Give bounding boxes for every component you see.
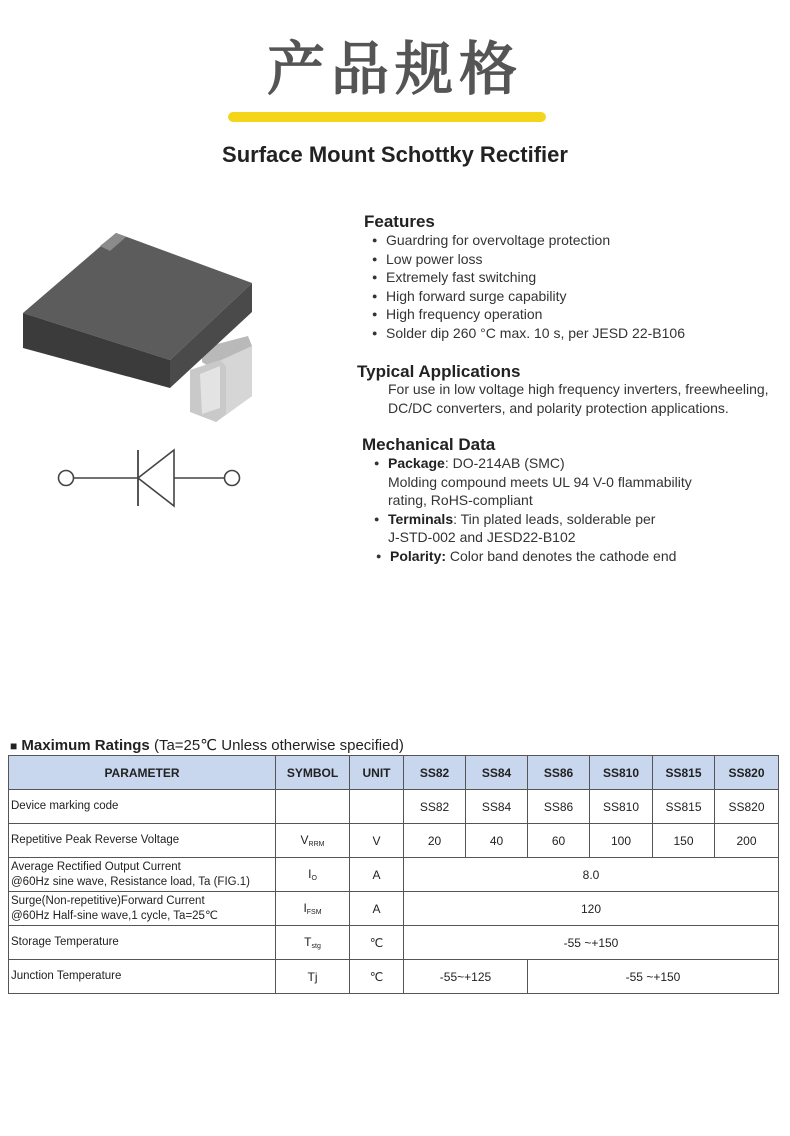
symbol-cell: Tj — [276, 960, 350, 994]
table-row — [9, 824, 779, 858]
terminals-value: : Tin plated leads, solderable per — [453, 510, 656, 527]
mechanical-polarity-item — [376, 547, 694, 566]
value-cell: SS820 — [715, 790, 779, 824]
unit-cell: A — [350, 892, 404, 926]
applications-line: DC/DC converters, and polarity protection applications. — [388, 399, 729, 416]
square-bullet-icon: ■ — [10, 739, 18, 753]
param-cell: Device marking code — [9, 790, 276, 824]
param-line: @60Hz sine wave, Resistance load, Ta (FIG.1) — [11, 875, 251, 888]
features-list — [372, 231, 685, 342]
table-row — [9, 926, 779, 960]
symbol-cell — [276, 892, 350, 926]
value-cell: 200 — [715, 824, 779, 858]
value-cell: -55 ~+150 — [528, 960, 779, 994]
mechanical-list — [374, 454, 692, 565]
symbol-cell — [276, 926, 350, 960]
maximum-ratings-table — [8, 755, 779, 994]
table-row — [9, 892, 779, 926]
package-label: Package — [388, 455, 445, 471]
symbol-subscript: RRM — [308, 841, 325, 848]
unit-cell: A — [350, 858, 404, 892]
param-cell: Repetitive Peak Reverse Voltage — [9, 824, 276, 858]
param-cell — [9, 892, 276, 926]
symbol-cell — [276, 858, 350, 892]
polarity-value: Color band denotes the cathode end — [446, 547, 677, 564]
feature-item: ● Extremely fast switching — [372, 268, 685, 287]
symbol-main: T — [304, 935, 312, 949]
value-cell: -55 ~+150 — [404, 926, 779, 960]
column-header: SS86 — [528, 756, 590, 790]
value-cell: 20 — [404, 824, 466, 858]
unit-cell: ℃ — [350, 926, 404, 960]
table-row — [9, 790, 779, 824]
package-line3: rating, RoHS-compliant — [388, 492, 533, 508]
feature-item: ● High forward surge capability — [372, 287, 685, 306]
polarity-label: Polarity: — [390, 547, 447, 564]
value-cell: SS815 — [653, 790, 715, 824]
param-line: Average Rectified Output Current — [11, 860, 181, 873]
column-header: PARAMETER — [9, 756, 276, 790]
mechanical-package-item — [374, 454, 692, 510]
package-line2: Molding compound meets UL 94 V-0 flammability — [388, 473, 692, 490]
column-header: SYMBOL — [276, 756, 350, 790]
value-cell: -55~+125 — [404, 960, 528, 994]
value-cell: 60 — [528, 824, 590, 858]
column-header: SS815 — [653, 756, 715, 790]
param-cell: Storage Temperature — [9, 926, 276, 960]
ratings-heading-conditions: (Ta=25℃ Unless otherwise specified) — [149, 737, 404, 754]
symbol-subscript: stg — [311, 943, 321, 950]
features-heading: Features — [364, 212, 435, 231]
column-header: SS84 — [466, 756, 528, 790]
page-title: 产品规格 — [266, 35, 523, 103]
symbol-main: I — [308, 867, 312, 881]
title-underline-bar — [228, 112, 546, 122]
column-header: SS810 — [590, 756, 653, 790]
symbol-main: V — [300, 833, 309, 847]
unit-cell: V — [350, 824, 404, 858]
symbol-cell — [276, 790, 350, 824]
table-header-row — [9, 756, 779, 790]
param-line: Surge(Non-repetitive)Forward Current — [11, 894, 205, 907]
feature-item: ● Low power loss — [372, 250, 685, 269]
symbol-main: I — [303, 901, 307, 915]
unit-cell — [350, 790, 404, 824]
symbol-subscript: FSM — [306, 909, 322, 916]
value-cell: SS84 — [466, 790, 528, 824]
table-row — [9, 858, 779, 892]
param-cell — [9, 858, 276, 892]
feature-item: ● Guardring for overvoltage protection — [372, 231, 685, 250]
diode-schematic-symbol — [55, 448, 245, 510]
value-cell: 8.0 — [404, 858, 779, 892]
applications-line: For use in low voltage high frequency inverters, freewheeling, — [388, 381, 769, 397]
ratings-heading-bold: Maximum Ratings — [21, 737, 150, 754]
package-value: : DO-214AB (SMC) — [444, 455, 565, 471]
smc-package-image — [20, 228, 265, 428]
value-cell: SS82 — [404, 790, 466, 824]
applications-heading: Typical Applications — [357, 362, 521, 381]
terminals-line2: J-STD-002 and JESD22-B102 — [388, 529, 576, 545]
terminals-label: Terminals — [388, 510, 454, 527]
applications-text — [388, 380, 769, 417]
column-header: SS820 — [715, 756, 779, 790]
symbol-subscript: O — [311, 875, 317, 882]
param-line: @60Hz Half-sine wave,1 cycle, Ta=25℃ — [11, 909, 218, 922]
value-cell: 100 — [590, 824, 653, 858]
unit-cell: ℃ — [350, 960, 404, 994]
document-title: Surface Mount Schottky Rectifier — [222, 142, 568, 167]
mechanical-heading: Mechanical Data — [362, 435, 496, 454]
feature-item: ● High frequency operation — [372, 305, 685, 324]
table-row — [9, 960, 779, 994]
value-cell: SS810 — [590, 790, 653, 824]
column-header: UNIT — [350, 756, 404, 790]
value-cell: 150 — [653, 824, 715, 858]
feature-item: ● Solder dip 260 °C max. 10 s, per JESD 22-B106 — [372, 324, 685, 343]
value-cell: 120 — [404, 892, 779, 926]
ratings-heading — [10, 736, 404, 754]
mechanical-terminals-item — [374, 510, 692, 547]
symbol-cell — [276, 824, 350, 858]
value-cell: SS86 — [528, 790, 590, 824]
column-header: SS82 — [404, 756, 466, 790]
value-cell: 40 — [466, 824, 528, 858]
param-cell: Junction Temperature — [9, 960, 276, 994]
